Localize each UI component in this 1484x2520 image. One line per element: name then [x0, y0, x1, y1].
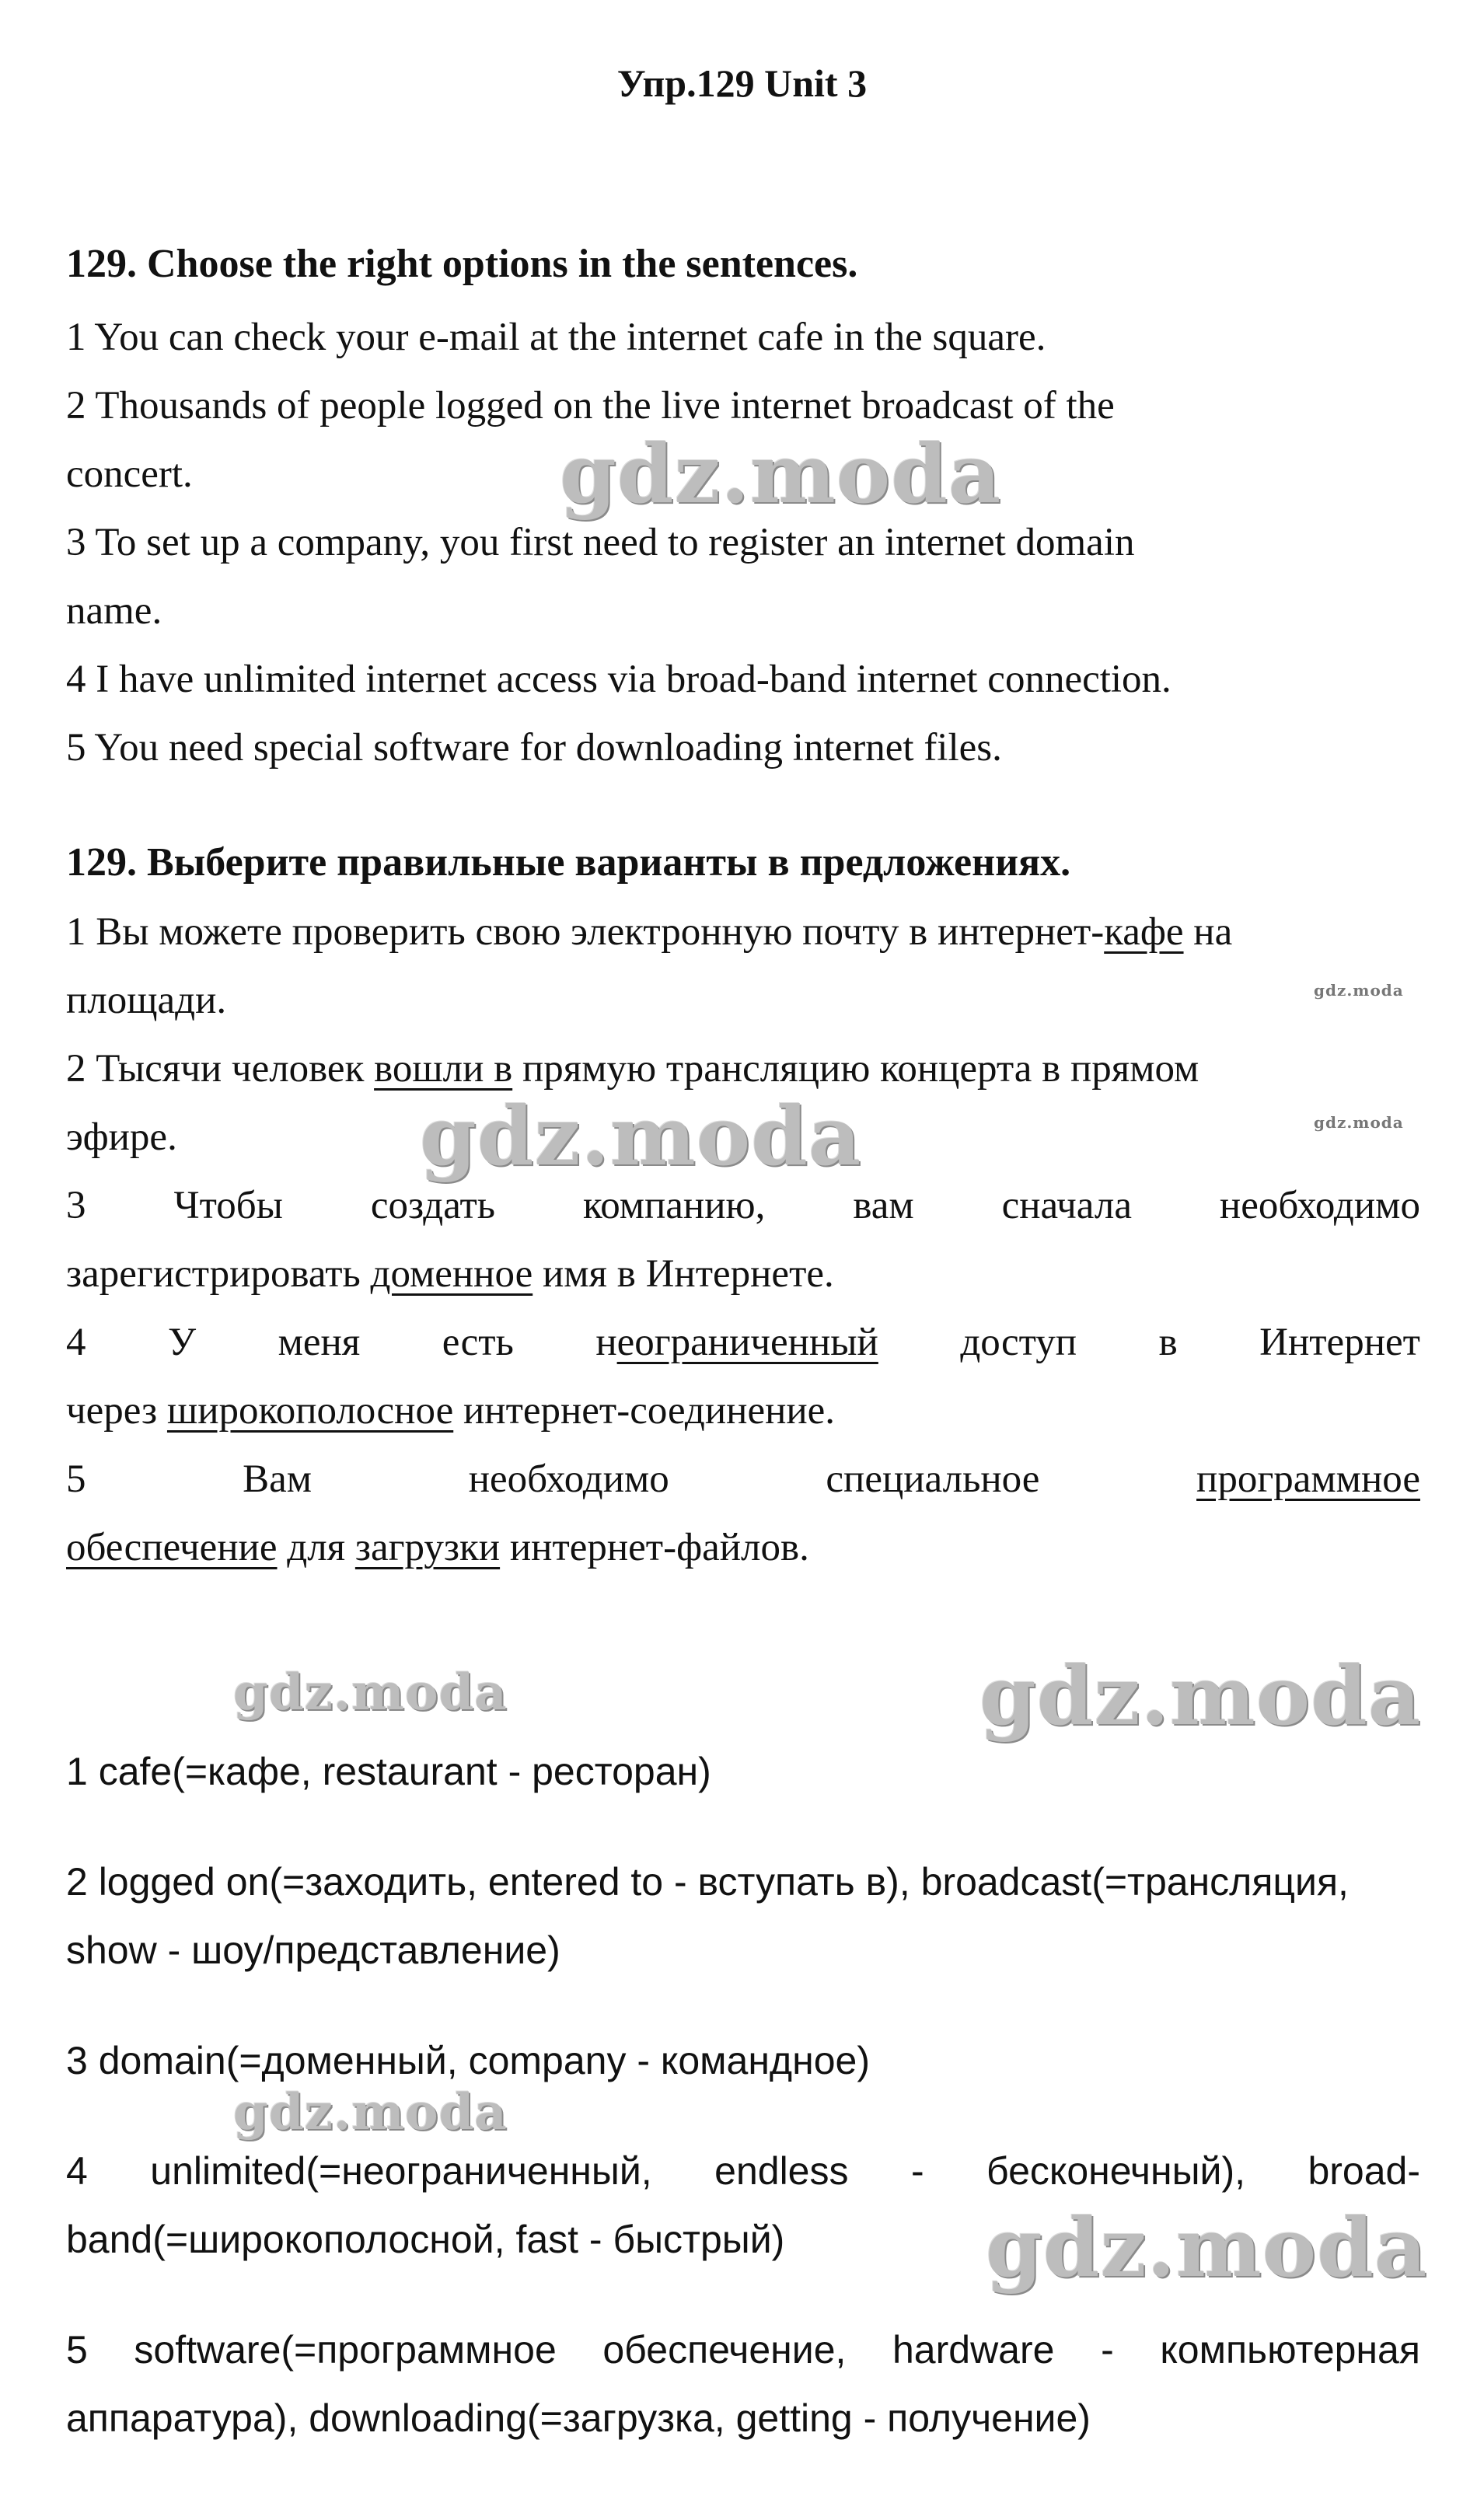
watermark: gdz.moda: [979, 1648, 1422, 1743]
note-line: band(=широкополосной, fast - быстрый): [66, 2218, 785, 2261]
watermark: gdz.moda: [233, 2083, 508, 2141]
english-heading: 129. Choose the right options in the sentences.: [66, 242, 858, 286]
note-line: 2 logged on(=заходить, entered to - вступать в), broadcast(=трансляция,: [66, 1860, 1349, 1904]
note-line: 5 software(=программное обеспечение, hardware - компьютерная: [66, 2328, 1420, 2372]
english-line: 4 I have unlimited internet access via broad-band internet connection.: [66, 658, 1171, 701]
note-line: 4 unlimited(=неограниченный, endless - бесконечный), broad-: [66, 2149, 1420, 2193]
watermark: gdz.moda: [1314, 1113, 1404, 1132]
russian-line: через широкополосное интернет-соединение.: [66, 1389, 836, 1433]
watermark: gdz.moda: [233, 1663, 508, 1722]
note-line: show - шоу/представление): [66, 1928, 560, 1972]
page-title: Упр.129 Unit 3: [616, 61, 868, 105]
watermark: gdz.moda: [420, 1088, 862, 1184]
note-line: 3 domain(=доменный, company - командное): [66, 2039, 870, 2082]
russian-heading: 129. Выберите правильные варианты в предложениях.: [66, 840, 1071, 885]
watermark: gdz.moda: [1314, 981, 1404, 1000]
watermark: gdz.moda: [560, 426, 1002, 522]
russian-line: 2 Тысячи человек вошли в прямую трансляцию концерта в прямом: [66, 1047, 1199, 1091]
russian-line: 5 Вам необходимо специальное программное: [66, 1457, 1420, 1501]
russian-line: обеспечение для загрузки интернет-файлов.: [66, 1526, 809, 1569]
english-line: 3 To set up a company, you first need to register an internet domain: [66, 521, 1135, 564]
russian-line: площади.: [66, 979, 227, 1022]
russian-line: 1 Вы можете проверить свою электронную почту в интернет-кафе на: [66, 910, 1233, 954]
english-line: 5 You need special software for downloading internet files.: [66, 726, 1002, 770]
russian-line: эфире.: [66, 1115, 177, 1159]
note-line: 1 cafe(=кафе, restaurant - ресторан): [66, 1750, 711, 1793]
english-line: name.: [66, 589, 162, 633]
english-line: 1 You can check your e-mail at the internet cafe in the square.: [66, 316, 1046, 359]
russian-line: 4 У меня есть неограниченный доступ в Интернет: [66, 1321, 1420, 1364]
russian-line: зарегистрировать доменное имя в Интернете.: [66, 1252, 834, 1296]
russian-line: 3 Чтобы создать компанию, вам сначала необходимо: [66, 1184, 1420, 1227]
english-line: 2 Thousands of people logged on the live internet broadcast of the: [66, 384, 1115, 428]
note-line: аппаратура), downloading(=загрузка, getting - получение): [66, 2396, 1091, 2440]
watermark: gdz.moda: [986, 2200, 1428, 2295]
english-line: concert.: [66, 452, 193, 496]
